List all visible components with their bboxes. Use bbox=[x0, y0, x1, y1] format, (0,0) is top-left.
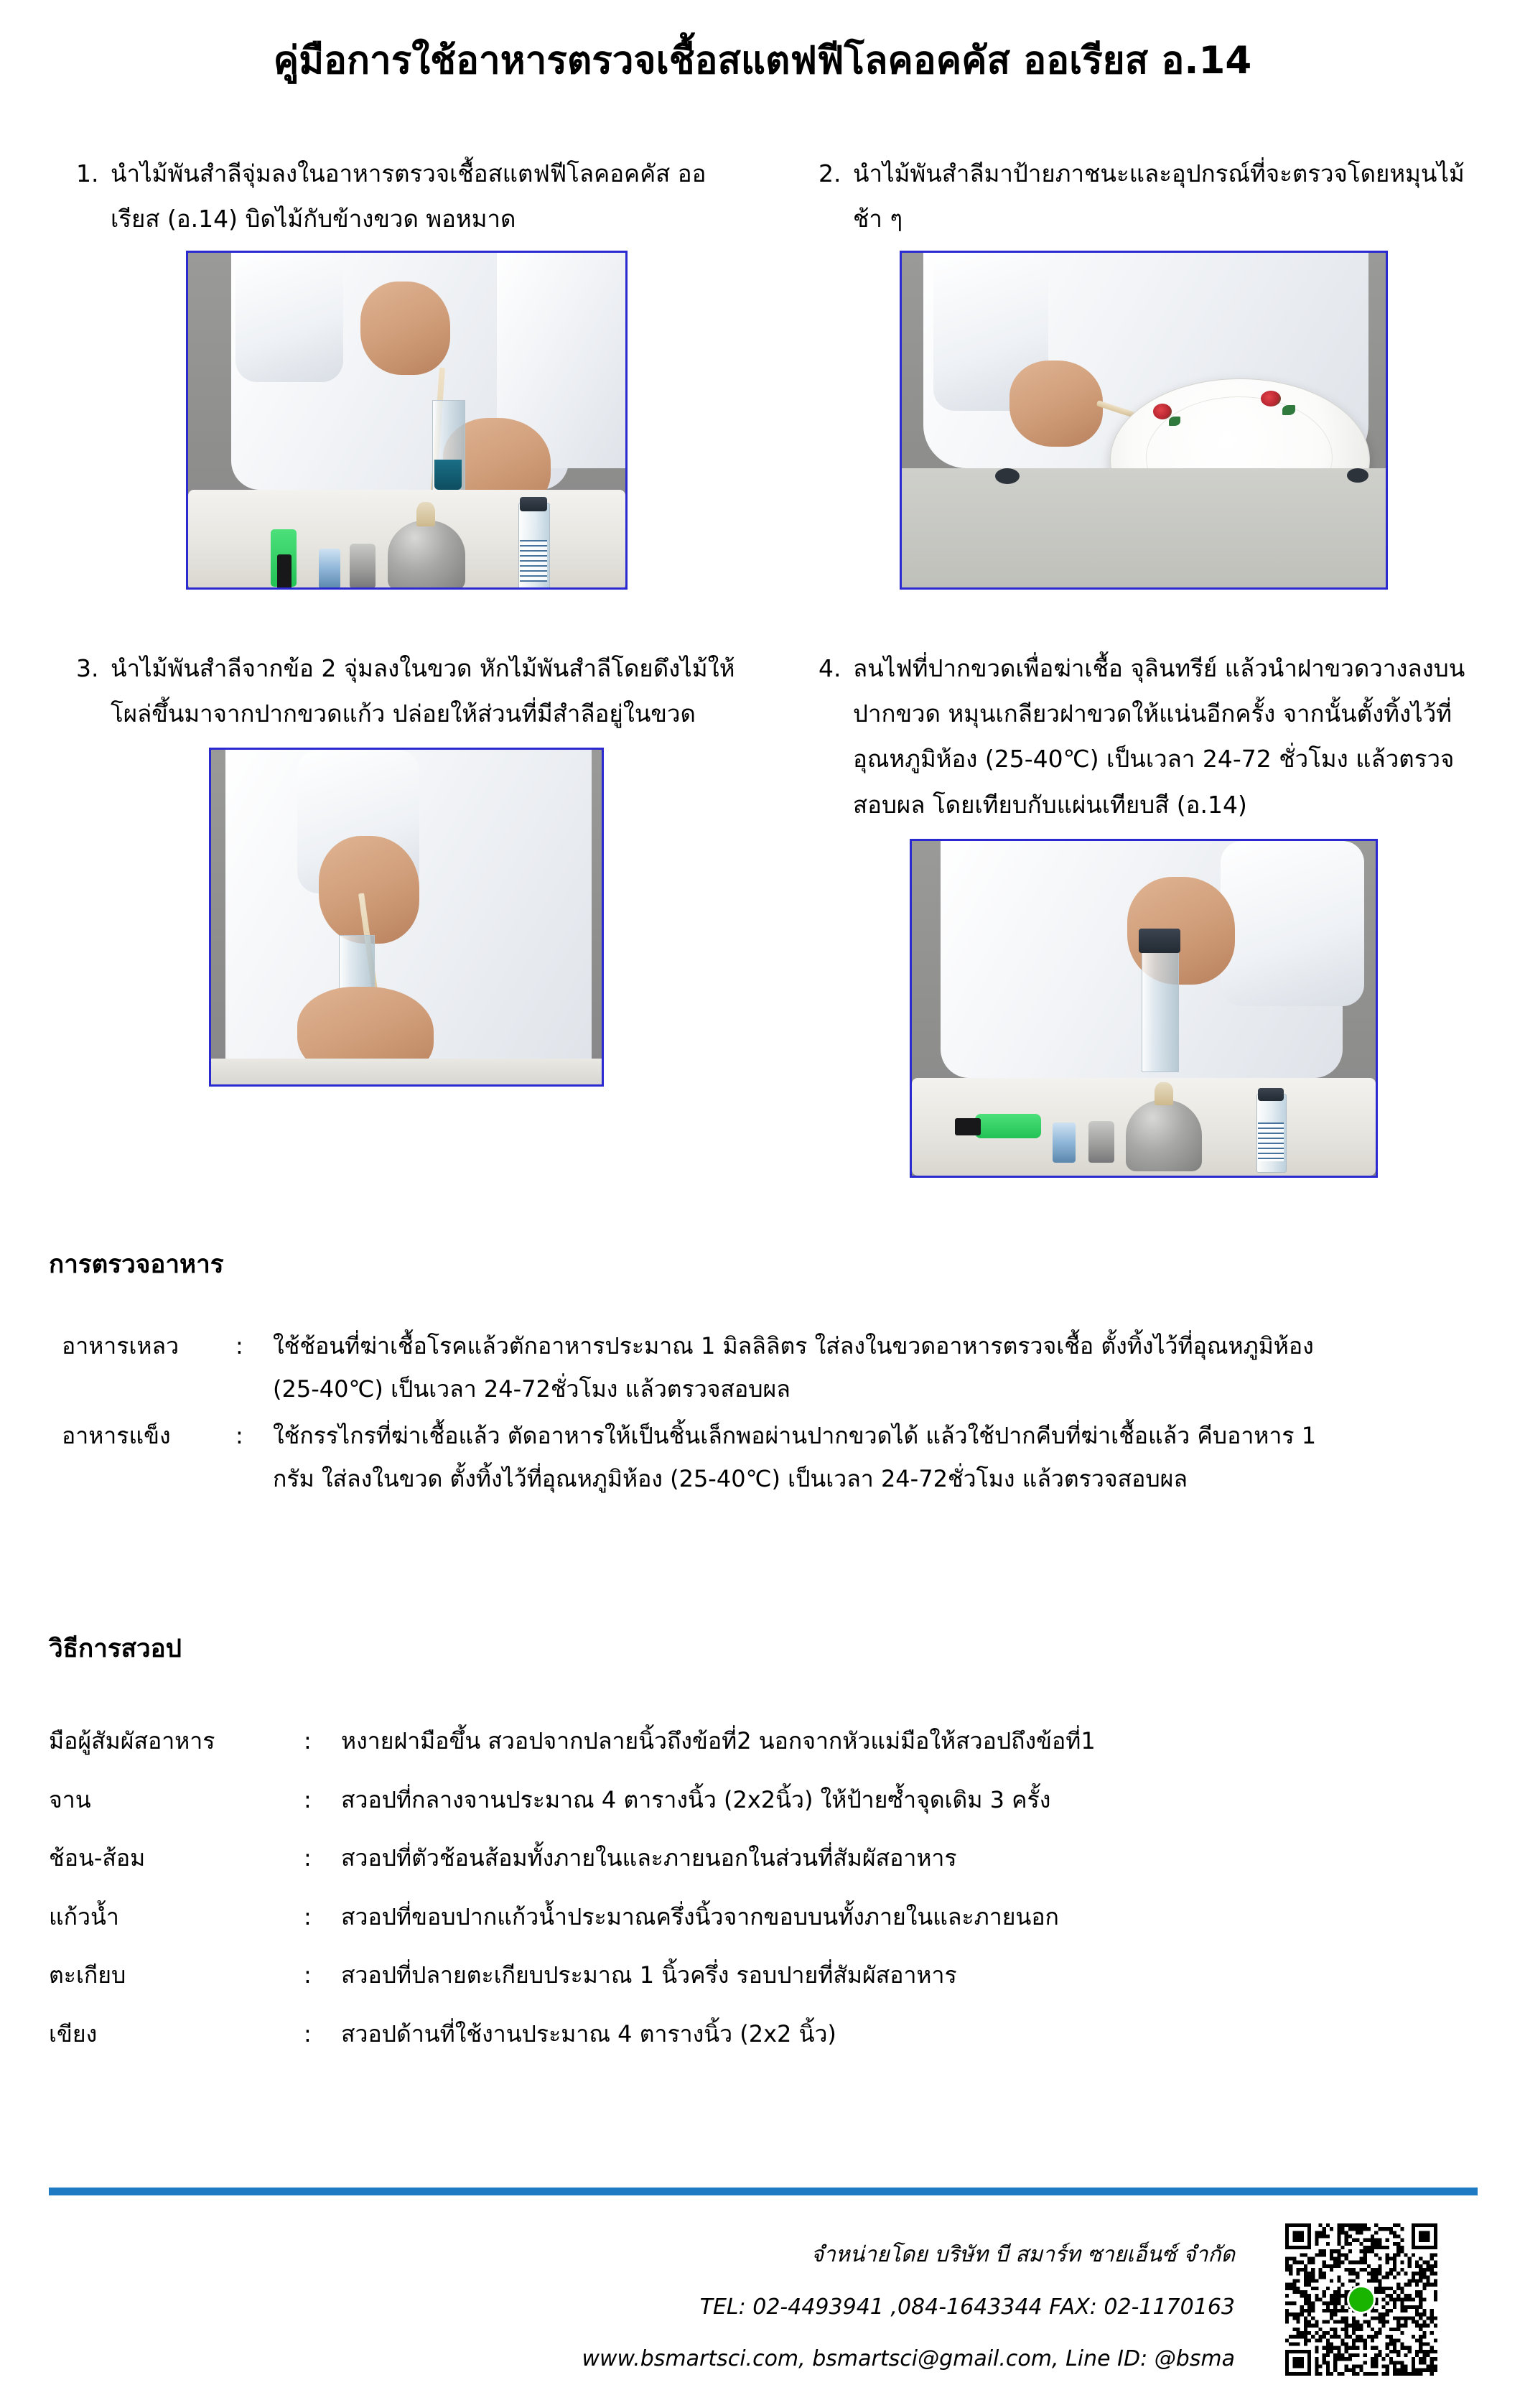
step-1-number: 1. bbox=[76, 159, 99, 187]
step-3-head bbox=[69, 646, 744, 737]
swab-row-hands bbox=[49, 1720, 1485, 1763]
left-arm bbox=[235, 253, 343, 382]
line-qr-code[interactable] bbox=[1285, 2223, 1437, 2376]
step-item-4 bbox=[773, 646, 1476, 1178]
food-test-row-solid bbox=[49, 1415, 1485, 1500]
marker-cap bbox=[277, 554, 292, 590]
food-test-definition-list bbox=[49, 1325, 1485, 1505]
swab-desc-chopsticks: สวอปที่ปลายตะเกียบประมาณ 1 นิ้วครึ่ง รอบปายที่สัมผัสอาหาร bbox=[341, 1961, 957, 1989]
step-3-photo bbox=[209, 748, 604, 1087]
plate-flower-decoration bbox=[1153, 404, 1172, 419]
culture-medium bbox=[434, 460, 462, 490]
alcohol-burner bbox=[1126, 1100, 1202, 1171]
colon-separator: : bbox=[304, 1961, 312, 1989]
step-4-text: ลนไฟที่ปากขวดเพื่อฆ่าเชื้อ จุลินทรีย์ แล้วนำฝาขวดวางลงบนปากขวด หมุนเกลียวฝาขวดให้แน่นอีกครั้ง จากนั้นตั้งทิ้งไว้ที่อุณหภูมิห้อง (25-40℃) เป็นเวลา 24-72 ชั่วโมง แล้วตรวจสอบผล โดยเทียบกับแผ่นเทียบสี (อ.14) bbox=[853, 654, 1465, 819]
swab-row-chopsticks bbox=[49, 1954, 1485, 1997]
burner-wick bbox=[1155, 1082, 1173, 1105]
burner-cap bbox=[1088, 1121, 1114, 1163]
upper-hand bbox=[319, 836, 419, 944]
step-2-head bbox=[811, 151, 1476, 242]
swab-method-section-heading: วิธีการสวอป bbox=[49, 1635, 182, 1663]
table-surface bbox=[902, 468, 1386, 587]
step-2-number: 2. bbox=[819, 159, 841, 187]
swab-term-spoon-fork: ช้อน-ส้อม bbox=[49, 1844, 146, 1872]
food-test-row-liquid bbox=[49, 1325, 1485, 1410]
food-test-desc-solid bbox=[273, 1415, 1485, 1500]
colon-separator: : bbox=[304, 1844, 312, 1872]
plate-leaf-decoration bbox=[1282, 405, 1295, 415]
colon-separator: : bbox=[304, 1902, 312, 1930]
swab-term-hands: มือผู้สัมผัสอาหาร bbox=[49, 1727, 215, 1754]
step-2-photo bbox=[900, 251, 1388, 590]
step-4-head bbox=[811, 646, 1476, 827]
dark-object bbox=[995, 468, 1020, 484]
step-row bbox=[69, 151, 1476, 590]
food-test-desc-liquid bbox=[273, 1325, 1485, 1410]
step-1-photo bbox=[186, 251, 628, 590]
swab-desc-spoon-fork: สวอปที่ตัวช้อนส้อมทั้งภายในและภายนอกในส่วนที่สัมผัสอาหาร bbox=[341, 1844, 957, 1872]
swab-row-glass bbox=[49, 1896, 1485, 1939]
swab-row-spoon-fork bbox=[49, 1837, 1485, 1880]
swab-term-chopsticks: ตะเกียบ bbox=[49, 1961, 126, 1989]
step-4-photo bbox=[910, 839, 1378, 1178]
swab-term-glass: แก้วน้ำ bbox=[49, 1902, 119, 1930]
step-item-1 bbox=[69, 151, 773, 590]
colon-separator: : bbox=[235, 1332, 243, 1359]
dark-object bbox=[1347, 468, 1368, 483]
step-item-2 bbox=[773, 151, 1476, 590]
green-marker bbox=[975, 1114, 1041, 1138]
swab-desc-hands: หงายฝามือขึ้น สวอปจากปลายนิ้วถึงข้อที่2 นอกจากหัวแม่มือให้สวอปถึงข้อที่1 bbox=[341, 1727, 1096, 1754]
swab-desc-cutting-board: สวอปด้านที่ใช้งานประมาณ 4 ตารางนิ้ว (2x2 นิ้ว) bbox=[341, 2019, 836, 2047]
step-3-number: 3. bbox=[76, 654, 99, 682]
footer-divider-rule bbox=[49, 2188, 1478, 2195]
swab-desc-glass: สวอปที่ขอบปากแก้วน้ำประมาณครึ่งนิ้วจากขอบบนทั้งภายในและภายนอก bbox=[341, 1902, 1059, 1930]
step-1-head bbox=[69, 151, 744, 242]
food-test-term-solid: อาหารแข็ง bbox=[62, 1422, 171, 1450]
step-4-photo-wrap bbox=[811, 827, 1476, 1178]
food-test-desc-solid-line2: กรัม ใส่ลงในขวด ตั้งทิ้งไว้ที่อุณหภูมิห้อง (25-40℃) เป็นเวลา 24-72ชั่วโมง แล้วตรวจสอบผล bbox=[273, 1464, 1188, 1492]
step-2-text: นำไม้พันสำลีมาป้ายภาชนะและอุปกรณ์ที่จะตรวจโดยหมุนไม้ช้า ๆ bbox=[853, 159, 1465, 233]
vial-label bbox=[1258, 1122, 1284, 1161]
swab-term-plate: จาน bbox=[49, 1785, 91, 1813]
swab-method-definition-list bbox=[49, 1720, 1485, 2071]
burner-wick bbox=[416, 502, 435, 526]
page-title: คู่มือการใช้อาหารตรวจเชื้อสแตฟฟีโลคอคคัส ออเรียส อ.14 bbox=[273, 39, 1252, 83]
food-test-desc-liquid-line1: ใช้ช้อนที่ฆ่าเชื้อโรคแล้วตักอาหารประมาณ 1 มิลลิลิตร ใส่ลงในขวดอาหารตรวจเชื้อ ตั้งทิ้งไว้ที่อุณหภูมิห้อง bbox=[273, 1332, 1314, 1359]
plate-flower-decoration bbox=[1261, 391, 1281, 406]
right-hand bbox=[360, 282, 450, 375]
plate-leaf-decoration bbox=[1169, 417, 1180, 426]
food-test-desc-solid-line1: ใช้กรรไกรที่ฆ่าเชื้อแล้ว ตัดอาหารให้เป็นชิ้นเล็กพอผ่านปากขวดได้ แล้วใช้ปากคีบที่ฆ่าเชื้อแล้ว คีบอาหาร 1 bbox=[273, 1422, 1317, 1450]
colon-separator: : bbox=[304, 1785, 312, 1813]
vial-cap bbox=[520, 497, 547, 511]
footer-company-line: จำหน่ายโดย บริษัท บี สมาร์ท ซายเอ็นซ์ จำกัด bbox=[811, 2242, 1235, 2267]
footer-phone-line: TEL: 02-4493941 ,084-1643344 FAX: 02-1170163 bbox=[699, 2294, 1235, 2320]
step-item-3 bbox=[69, 646, 773, 1178]
colon-separator: : bbox=[304, 1727, 312, 1754]
food-test-desc-liquid-line2: (25-40℃) เป็นเวลา 24-72ชั่วโมง แล้วตรวจสอบผล bbox=[273, 1375, 791, 1403]
hand bbox=[1009, 361, 1103, 447]
vial-cap bbox=[1258, 1088, 1284, 1101]
table-surface bbox=[211, 1059, 602, 1084]
alcohol-burner bbox=[388, 520, 465, 590]
line-logo-icon bbox=[1347, 2285, 1376, 2314]
lighter bbox=[319, 549, 340, 589]
vial-label bbox=[520, 540, 547, 582]
step-4-number: 4. bbox=[819, 654, 841, 682]
footer-contact-block bbox=[431, 2229, 1235, 2386]
swab-term-cutting-board: เขียง bbox=[49, 2019, 98, 2047]
right-arm bbox=[1221, 841, 1364, 1006]
colon-separator: : bbox=[304, 2019, 312, 2047]
food-test-term-liquid: อาหารเหลว bbox=[62, 1332, 179, 1359]
steps-container bbox=[69, 151, 1476, 1178]
colon-separator: : bbox=[235, 1422, 243, 1450]
specimen-bottle bbox=[1142, 934, 1179, 1072]
step-3-text: นำไม้พันสำลีจากข้อ 2 จุ่มลงในขวด หักไม้พันสำลีโดยดึงไม้ให้โผล่ขึ้นมาจากปากขวดแก้ว ปล่อยให้ส่วนที่มีสำลีอยู่ในขวด bbox=[111, 654, 735, 728]
swab-row-plate bbox=[49, 1779, 1485, 1822]
burner-cap bbox=[350, 544, 376, 588]
step-3-photo-wrap bbox=[69, 736, 744, 1087]
footer-web-email-line: www.bsmartsci.com, bsmartsci@gmail.com, Line ID: @bsma bbox=[582, 2346, 1235, 2372]
marker-cap bbox=[955, 1118, 981, 1135]
step-2-photo-wrap bbox=[811, 242, 1476, 590]
swab-row-cutting-board bbox=[49, 2013, 1485, 2056]
bottle-cap bbox=[1139, 929, 1180, 953]
step-1-photo-wrap bbox=[69, 242, 744, 590]
lighter bbox=[1053, 1122, 1076, 1163]
step-1-text: นำไม้พันสำลีจุ่มลงในอาหารตรวจเชื้อสแตฟฟีโลคอคคัส ออเรียส (อ.14) บิดไม้กับข้างขวด พอหมาด bbox=[111, 159, 706, 233]
step-row bbox=[69, 646, 1476, 1178]
food-test-section-heading: การตรวจอาหาร bbox=[49, 1250, 224, 1279]
swab-desc-plate: สวอปที่กลางจานประมาณ 4 ตารางนิ้ว (2x2นิ้ว) ให้ป้ายซ้ำจุดเดิม 3 ครั้ง bbox=[341, 1785, 1051, 1813]
